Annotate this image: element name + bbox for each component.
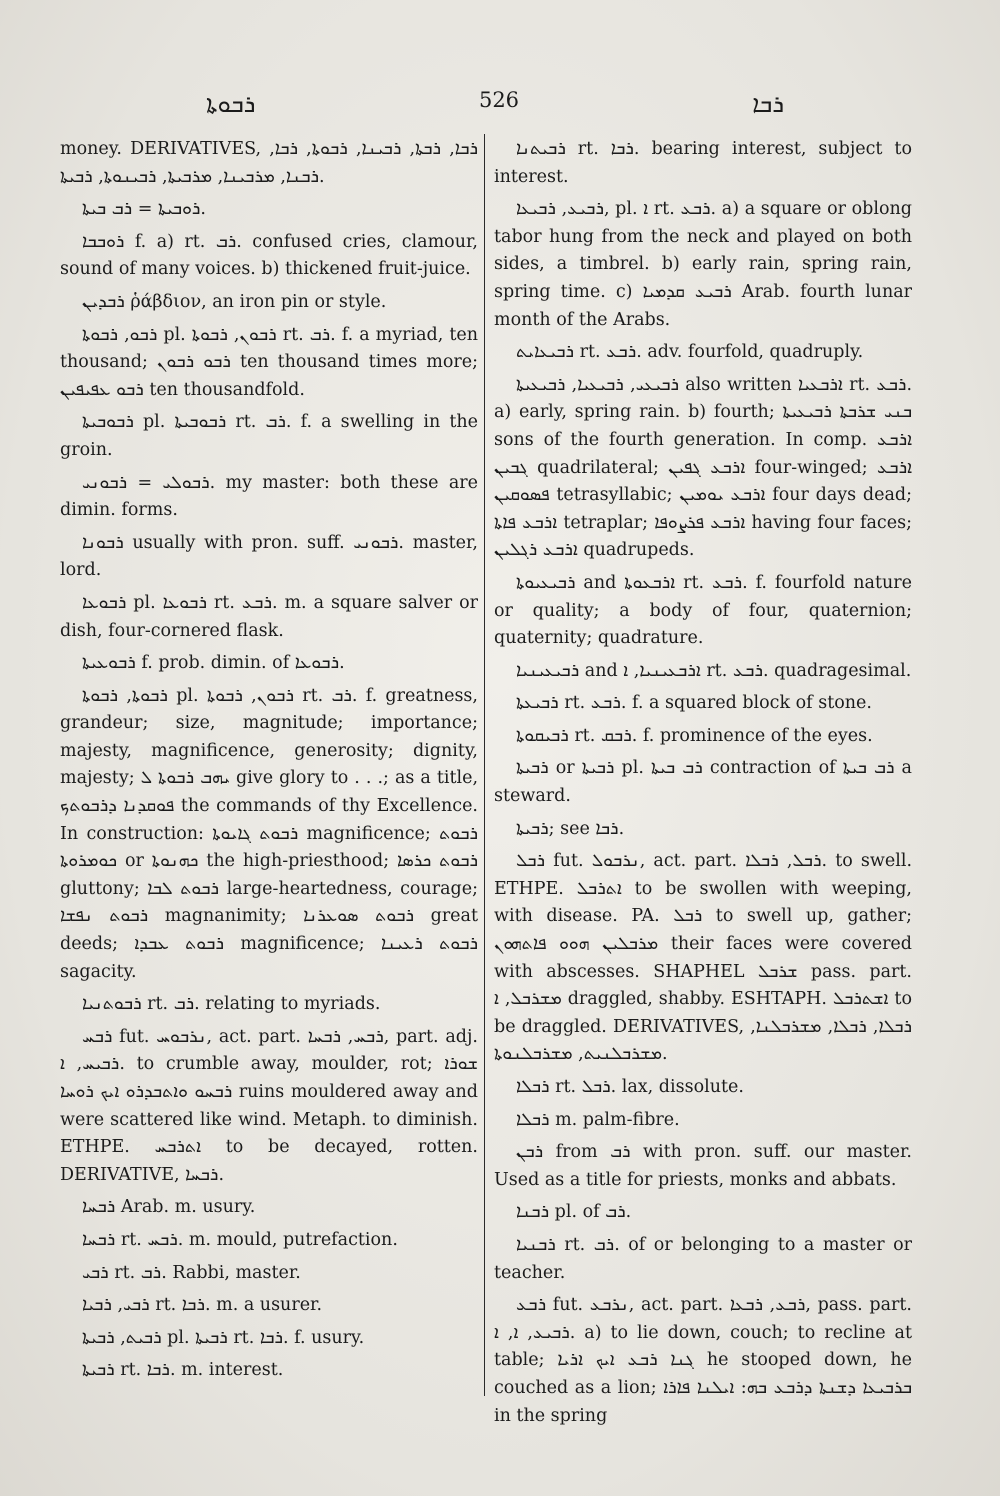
dictionary-entry: ܪܒܝܥܝܢܝܐ and ܐܪܒܥܝܢܝܐ, ܐ rt. ܪܒܥ. quadragesimal. [516, 660, 912, 681]
dictionary-entry: ܪܒܚܐ Arab. m. usury. [82, 1197, 256, 1218]
dictionary-entry: ܪܒܝܬܐ; see ܪܒܐ. [516, 818, 625, 839]
dictionary-entry: ܪܒܝܬ, ܪܒܝܬܐ pl. ܪܒܝܬܐ rt. ܪܒܐ. f. usury. [82, 1327, 365, 1348]
dictionary-entry: ܪܒܢܐ pl. of ܪܒ. [516, 1202, 632, 1223]
dictionary-entry: ܪܒܝ, ܪܒܝܐ rt. ܪܒܐ. m. a usurer. [82, 1295, 323, 1316]
dictionary-entry: ܪܒܝܥܐܝܬ rt. ܪܒܥ. adv. fourfold, quadruply. [516, 342, 864, 363]
dictionary-entry: ܪܒܘ, ܪܒܘܬܐ pl. ܪܒܘܢ, ܪܒܘܬܐ rt. ܪܒ. f. a myriad, ten thousand; ܪܒܘ ܪܒܘܢ ten thousand times more; ܪܒܘ ܥܦܝܦܝܢ ten thousandfold. [60, 324, 478, 400]
dictionary-entry: ܪܒܢܝܐ rt. ܪܒ. of or belonging to a master or teacher. [494, 1234, 912, 1283]
dictionary-entry: ܪܒܝܥܝ, ܪܒܝܥܝܐ, ܪܒܝܥܝܬܐ also written ܐܪܒܥܝܐ rt. ܪܒܥ. a) early, spring rain. b) fourth; ܒܢܝ ܫܪܒܬܐ ܪܒܝܥܝܬܐ sons of the fourth generation. In comp. ܐܪܒܥ ܓܒܝܢ quadrilateral; ܐܪܒܥ ܓܦܝܢ four-winged; ܐܪܒܥ ܦܣܘܩܝܢ tetrasyllabic; ܐܪܒܥ ܝܘܡܝܢ four days dead; ܐܪܒܥ ܦܐܬܐ tetraplar; ܐܪܒܥ ܦܪܨܘܦܐ having four faces; ܐܪܒܥ ܪܓܠܝܢ quadrupeds. [494, 374, 913, 561]
dictionary-entry: ܪܒܘܠܝ = ܪܒܘܢܝ. my master: both these are dimin. forms. [60, 472, 478, 521]
dictionary-entry: ܪܒܝ rt. ܪܒ. Rabbi, master. [82, 1262, 301, 1283]
dictionary-entry: ܪܒܠ fut. ܢܪܒܘܠ, act. part. ܪܒܠ, ܪܒܠܐ. to swell. ETHPE. ܐܬܪܒܠ to be swollen with weeping, with disease. PA. ܪܒܠ to swell up, gather; ܡܪܒܠܝܢ ܗܘܘ ܦܐܬܗܘܢ their faces were covered with abscesses. SHAPHEL ܫܪܒܠ pass. part. ܡܫܪܒܠ, ܐ draggled, shabby. ESHTAPH. ܐܫܬܪܒܠ to be draggled. DERIVATIVES, ܪܒܠܐ, ܪܒܠܐ, ܡܫܪܒܠܢܐ, ܡܫܪܒܠܢܝܬ, ܡܫܪܒܠܢܘܬܐ. [494, 851, 913, 1065]
dictionary-entry: ܪܒܢ from ܪܒ with pron. suff. our master. Used as a title for priests, monks and abbats. [494, 1142, 912, 1190]
dictionary-entry: ܪܒܘܥܐ pl. ܪܒܘܥܐ rt. ܪܒܥ. m. a square salver or dish, four-cornered flask. [60, 592, 478, 641]
dictionary-entry: ܪܒܠܐ m. palm-fibre. [516, 1109, 680, 1130]
dictionary-entry: money. DERIVATIVES, ܪܒܐ, ܪܒܬܐ, ܪܒܝܢܐ, ܪܒܘܬܐ, ܪܒܐ, ܪܒܢܐ, ܡܪܒܝܢܐ, ܡܪܒܝܬܐ, ܪܒܝܢܘܬܐ, ܪܒܝܬܐ. [60, 139, 478, 187]
dictionary-entry: ܪܒܘܒܝܬܐ pl. ܪܒܘܒܝܬܐ rt. ܪܒ. f. a swelling in the groin. [60, 412, 478, 460]
dictionary-entry: ܪܘܒܝܬܐ = ܪܒ ܒܝܬܐ. [82, 199, 206, 220]
right-column [494, 136, 913, 1426]
dictionary-entry: ܪܒܝܩܘܬܐ rt. ܪܒܩ. f. prominence of the eyes. [516, 725, 873, 746]
dictionary-entry: ܪܒܚ fut. ܢܪܒܘܚ, act. part. ܪܒܚ, ܪܒܚܐ, part. adj. ܪܒܝܚ, ܐ. to crumble away, moulder, rot; ܫܘܪܐ ܪܒܚܘ ܘܐܬܒܕܪܘ ܐܝܟ ܪܘܚܐ ruins mouldered away and were scattered like wind. Metaph. to diminish. ETHPE. ܐܬܪܒܚ to be decayed, rotten. DERIVATIVE, ܪܒܚܐ. [60, 1026, 478, 1185]
dictionary-entry: ܪܒܝܥ, ܪܒܝܥܐ, pl. ܐ rt. ܪܒܥ. a) a square or oblong tabor hung from the neck and played on both sides, a timbrel. b) early rain, spring rain, spring time. c) ܪܒܝܥ ܩܕܡܝܐ Arab. fourth lunar month of the Arabs. [494, 199, 913, 330]
page-number: 526 [478, 88, 520, 112]
dictionary-entry: ܪܒܝܬܐ rt. ܪܒܐ. m. interest. [82, 1360, 284, 1381]
dictionary-entry: ܪܒܝܥܝܘܬܐ and ܐܪܒܥܘܬܐ rt. ܪܒܥ. f. fourfold nature or quality; a body of four, quaternion; quaternity; quadrature. [494, 572, 912, 649]
dictionary-entry: ܪܒܚܐ rt. ܪܒܚ. m. mould, putrefaction. [82, 1229, 398, 1250]
header-right-word: ܪܒܐ [752, 90, 784, 118]
column-divider [484, 134, 485, 1396]
dictionary-entry: ܪܒܝܬܢܐ rt. ܪܒܐ. bearing interest, subject to interest. [494, 139, 912, 187]
dictionary-entry: ܪܒܘܬܐ, ܪܒܘܬܐ pl. ܪܒܘܢ, ܪܒܘܬܐ rt. ܪܒ. f. greatness, grandeur; size, magnitude; importance; majesty, magnificence, generosity; dignity, majesty; ܝܗܒ ܪܒܘܬܐ ܠ give glory to . . .; as a title, ܦܘܩܕܢܐ ܕܪܒܘܬܟ the commands of thy Excellence. In construction: ܪܒܘܬ ܓܐܝܘܬܐ magnificence; ܪܒܘܬ ܟܘܡܪܘܬܐ or ܟܗܢܘܬܐ the high-priesthood; ܪܒܘܬ ܟܪܣܐ gluttony; ܪܒܘܬ ܠܒܐ large-heartedness, courage; ܪܒܘܬ ܢܦܫܐ magnanimity; ܪܒܘܬ ܣܘܥܪܢܐ great deeds; ܪܒܘܬ ܥܒܕܐ magnificence; ܪܒܘܬ ܪܥܝܢܐ sagacity. [60, 685, 479, 982]
dictionary-entry: ܪܒܘܢܐ usually with pron. suff. ܪܒܘܢܝ. master, lord. [60, 532, 478, 581]
dictionary-entry: ܪܒܘܥܝܬܐ f. prob. dimin. of ܪܒܘܥܐ. [82, 653, 345, 674]
dictionary-entry: ܪܒܝܥܬܐ rt. ܪܒܥ. f. a squared block of stone. [516, 693, 872, 714]
header-left-word: ܪܒܘܬܐ [206, 90, 256, 118]
dictionary-entry: ܪܘܒܒܐ f. a) rt. ܪܒ. confused cries, clamour, sound of many voices. b) thickened fruit-juice. [60, 231, 478, 280]
dictionary-entry: ܪܒܘܬܢܝܐ rt. ܪܒ. relating to myriads. [82, 994, 381, 1015]
dictionary-entry: ܪܒܝܬܐ or ܪܒܝܬܐ pl. ܪܒ ܒܝܬܐ contraction of ܪܒ ܒܝܬܐ a steward. [494, 758, 912, 807]
dictionary-entry: ܪܒܠܐ rt. ܪܒܠ. lax, dissolute. [516, 1077, 744, 1097]
dictionary-entry: ܪܒܕܝܢ ῥάβδιον, an iron pin or style. [82, 291, 387, 312]
left-column [60, 136, 478, 1396]
running-header [70, 88, 928, 124]
dictionary-entry: ܪܒܥ fut. ܢܪܒܥ, act. part. ܪܒܥ, ܪܒܥܐ, pass. part. ܪܒܝܥ, ܐ, ܐ. a) to lie down, couch; to recline at table; ܓܢܐ ܪܒܥ ܐܝܟ ܐܪܝܐ he stooped down, he couched as a lion; ܒܪܒܝܥܐ ܕܫܢܬܐ ܕܪܒܥ ܒܗ: ܐܝܠܢܐ ܦܐܪܐ in the spring [494, 1295, 912, 1426]
